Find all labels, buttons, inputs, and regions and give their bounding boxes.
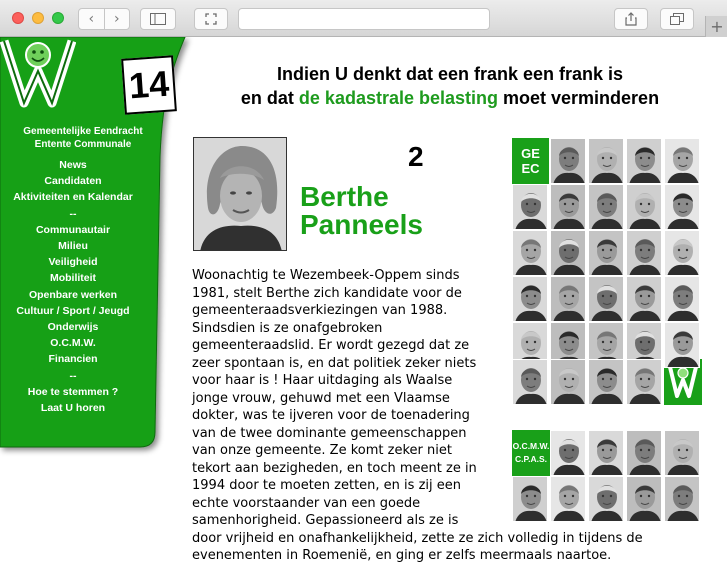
candidate-thumbnail[interactable] [588,184,624,230]
ocmw-candidate-thumbnail[interactable] [550,476,586,522]
ocmw-candidate-thumbnail[interactable] [512,476,548,522]
headline-line-2 [190,86,710,110]
ocmw-candidate-thumbnail[interactable] [550,430,586,476]
candidate-thumbnail[interactable] [626,230,662,276]
menu-item-communautair[interactable]: Communautair [35,223,111,236]
candidate-first-name: Berthe [300,181,389,212]
ocmw-candidate-thumbnail[interactable] [664,430,700,476]
menu-item-mobiliteit[interactable]: Mobiliteit [49,272,97,285]
page-content [0,37,727,563]
organization-name-nl: Gemeentelijke Eendracht [23,126,143,137]
menu-item-ocmw[interactable]: O.C.M.W. [50,337,96,350]
candidate-photo [193,137,287,251]
menu-item-onderwijs[interactable]: Onderwijs [47,321,99,334]
ocmw-candidate-thumbnail[interactable] [664,476,700,522]
ocmw-list-label [512,430,550,476]
menu-item-veiligheid[interactable]: Veiligheid [48,256,98,269]
candidate-thumbnail[interactable] [550,138,586,184]
party-logo-small-icon [668,364,698,400]
share-button[interactable] [614,8,648,30]
zoom-window-button[interactable] [52,12,64,24]
back-button[interactable]: ‹ [79,9,105,29]
menu-item-cultuur-sport-jeugd[interactable]: Cultuur / Sport / Jeugd [16,304,130,317]
menu-item-openbare-werken[interactable]: Openbare werken [28,288,118,301]
history-nav [78,8,130,30]
headline-text: en dat [240,88,299,108]
menu-separator: -- [69,369,77,382]
candidate-thumbnail[interactable] [588,276,624,322]
menu-item-financien[interactable]: Financien [48,353,98,366]
candidate-thumbnail[interactable] [550,276,586,322]
candidate-thumbnail[interactable] [550,184,586,230]
browser-toolbar [0,0,727,37]
council-label-line-1: GE [521,146,540,161]
candidate-thumbnail[interactable] [626,276,662,322]
address-bar[interactable] [238,8,490,30]
candidate-thumbnail[interactable] [664,230,700,276]
candidate-thumbnail[interactable] [626,184,662,230]
candidate-thumbnail[interactable] [626,138,662,184]
bio-paragraph-continued: door vrijheid en onafhankelijkheid, zette ze zich volledig in tijdens de evenementen in Roemenië, en ging er zelfs meermaals naartoe. [192,530,643,563]
forward-button[interactable]: › [113,11,120,27]
candidate-thumbnail[interactable] [588,230,624,276]
menu-item-news[interactable]: News [59,159,87,171]
candidate-thumbnail[interactable] [664,184,700,230]
candidate-thumbnail[interactable] [512,184,548,230]
sidebar-icon [150,13,166,25]
fullscreen-button[interactable] [194,8,228,30]
candidate-thumbnail[interactable] [664,276,700,322]
menu-item-laat-u-horen[interactable]: Laat U horen [40,402,106,415]
candidate-thumbnail[interactable] [626,359,662,405]
council-list-label [512,138,549,184]
sidebar-menu [0,157,146,416]
ocmw-candidate-thumbnail[interactable] [626,430,662,476]
close-window-button[interactable] [12,12,24,24]
candidate-thumbnail[interactable] [550,230,586,276]
candidate-thumbnail[interactable] [550,359,586,405]
candidate-thumbnail[interactable] [512,276,548,322]
minimize-window-button[interactable] [32,12,44,24]
menu-item-hoe-te-stemmen[interactable]: Hoe te stemmen ? [27,385,119,398]
organization-name-fr: Entente Communale [34,139,132,150]
ocmw-candidate-thumbnail[interactable] [588,476,624,522]
ocmw-label-line-1: O.C.M.W. [512,441,550,451]
page-headline [190,62,710,110]
candidate-thumbnail[interactable] [588,359,624,405]
menu-item-aktiviteiten[interactable]: Aktiviteiten en Kalendar [13,191,133,204]
ocmw-label-line-2: C.P.A.S. [515,454,547,464]
candidate-thumbnail[interactable] [512,230,548,276]
candidate-thumbnail[interactable] [664,322,700,368]
expand-icon [205,13,217,25]
headline-text: moet verminderen [498,88,660,108]
portrait-image [194,138,287,251]
party-logo [0,37,76,111]
candidate-name [300,183,423,239]
sidebar [0,37,200,457]
tabs-overview-button[interactable] [660,8,694,30]
menu-item-milieu[interactable]: Milieu [58,240,88,253]
candidate-number: 2 [408,141,424,172]
sidebar-toggle-button[interactable] [140,8,176,30]
list-number-badge: 14 [121,55,177,114]
tabs-icon [670,13,684,25]
headline-line-1: Indien U denkt dat een frank een frank is [276,64,624,84]
candidate-thumbnail[interactable] [588,138,624,184]
bio-paragraph: Woonachtig te Wezembeek-Oppem sinds 1981, stelt Berthe zich kandidate voor de gemeenteraadsverkiezingen van 1988. Sindsdien is ze onafgebroken gemeenteraadslid. Er wordt gezegd dat ze zeer spontaan is, en dat politiek zeker niets voor haar is ! Haar uitdaging als Waalse jonge vrouw, gehuwd met een Vlaamse dokter, was te ijveren voor de toenadering van de twee dominante gemeenschappen van onze gemeente. Ze komt zeker niet tekort aan bezigheden, en toch meent ze in 1994 door te moeten zetten, en is zij een echte voorstaander van een goede samenhorigheid. Gepassioneerd als ze is [192,268,477,528]
council-label-line-2: EC [521,161,540,176]
menu-item-candidaten[interactable]: Candidaten [44,175,102,188]
new-tab-button[interactable]: + [705,16,727,37]
candidate-thumbnail[interactable] [664,138,700,184]
ocmw-candidate-thumbnail[interactable] [626,476,662,522]
menu-separator: -- [69,207,77,220]
ocmw-candidate-thumbnail[interactable] [588,430,624,476]
candidate-last-name: Panneels [300,209,423,240]
headline-highlight: de kadastrale belasting [298,88,499,108]
organization-name [8,125,158,151]
share-icon [625,12,637,26]
candidate-thumbnail[interactable] [512,359,548,405]
